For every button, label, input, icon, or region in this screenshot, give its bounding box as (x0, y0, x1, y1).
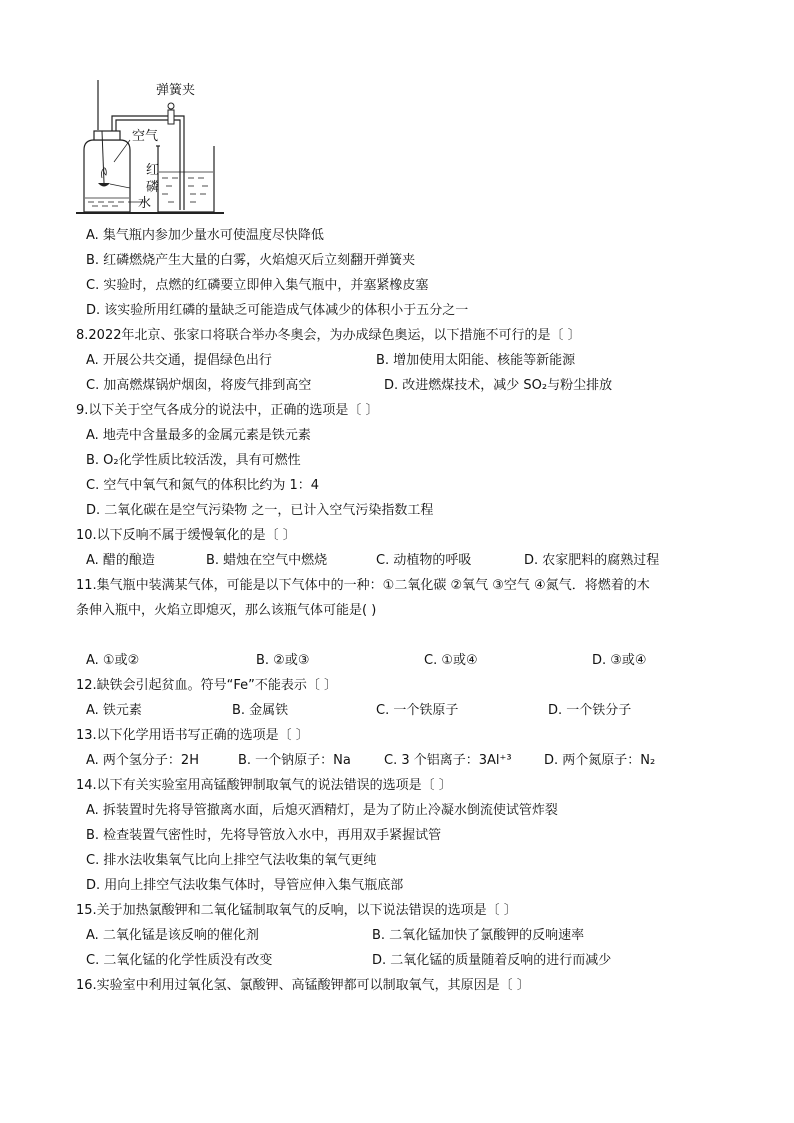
q14-option-c: C. 排水法收集氧气比向上排空气法收集的氧气更纯 (86, 853, 377, 868)
q13-option-d: D. 两个氮原子：N₂ (544, 753, 656, 768)
q7-option-c: C. 实验时，点燃的红磷要立即伸入集气瓶中，并塞紧橡皮塞 (86, 278, 429, 293)
q14-option-b: B. 检查装置气密性时，先将导管放入水中，再用双手紧握试管 (86, 828, 442, 843)
q13-option-b: B. 一个钠原子：Na (238, 753, 351, 768)
q11-option-b: B. ②或③ (256, 653, 310, 668)
q12-option-d: D. 一个铁分子 (548, 703, 632, 718)
q11-stem-line2: 条伸入瓶中，火焰立即熄灭，那么该瓶气体可能是( ) (76, 603, 377, 618)
q10-option-d: D. 农家肥料的腐熟过程 (524, 553, 660, 568)
q8-option-d: D. 改进燃煤技术，减少 SO₂与粉尘排放 (384, 378, 613, 393)
q14-option-d: D. 用向上排空气法收集气体时，导管应伸入集气瓶底部 (86, 878, 404, 893)
q9-option-d: D. 二氧化碳在是空气污染物 之一，已计入空气污染指数工程 (86, 503, 434, 518)
q14-stem: 14.以下有关实验室用高锰酸钾制取氧气的说法错误的选项是〔 〕 (76, 778, 452, 793)
label-red: 红 (146, 163, 160, 178)
q10-option-a: A. 醋的酿造 (86, 553, 155, 568)
q16-stem: 16.实验室中利用过氧化氢、氯酸钾、高锰酸钾都可以制取氧气，其原因是〔 〕 (76, 978, 530, 993)
q9-option-c: C. 空气中氧气和氮气的体积比约为 1：4 (86, 478, 320, 493)
q7-option-d: D. 该实验所用红磷的量缺乏可能造成气体减少的体积小于五分之一 (86, 303, 469, 318)
q12-stem: 12.缺铁会引起贫血。符号“Fe”不能表示〔 〕 (76, 678, 338, 693)
gas-jar (84, 140, 130, 212)
q10-option-b: B. 蜡烛在空气中燃烧 (206, 553, 328, 568)
q14-option-a: A. 拆装置时先将导管撤离水面，后熄灭酒精灯，是为了防止冷凝水倒流使试管炸裂 (86, 803, 558, 818)
q10-option-c: C. 动植物的呼吸 (376, 553, 472, 568)
q15-option-c: C. 二氧化锰的化学性质没有改变 (86, 953, 273, 968)
label-air: 空气 (132, 129, 159, 144)
q15-stem: 15.关于加热氯酸钾和二氧化锰制取氧气的反响，以下说法错误的选项是〔 〕 (76, 903, 517, 918)
rubber-stopper (94, 131, 120, 140)
q13-option-c: C. 3 个铝离子：3Al⁺³ (384, 753, 512, 768)
q10-stem: 10.以下反响不属于缓慢氧化的是〔 〕 (76, 528, 296, 543)
apparatus-figure (72, 78, 252, 220)
beaker (158, 146, 214, 212)
q12-option-b: B. 金属铁 (232, 703, 289, 718)
q8-option-a: A. 开展公共交通，提倡绿色出行 (86, 353, 272, 368)
label-spring-clip: 弹簧夹 (156, 83, 196, 98)
label-phosphorus: 磷 (146, 180, 160, 195)
label-water: 水 (138, 196, 152, 211)
q11-option-d: D. ③或④ (592, 653, 647, 668)
q12-option-a: A. 铁元素 (86, 703, 142, 718)
q15-option-a: A. 二氧化锰是该反响的催化剂 (86, 928, 259, 943)
q11-option-c: C. ①或④ (424, 653, 478, 668)
q9-option-a: A. 地壳中含量最多的金属元素是铁元素 (86, 428, 311, 443)
q11-stem-line1: 11.集气瓶中装满某气体，可能是以下气体中的一种：①二氧化碳 ②氧气 ③空气 ④氮气．将燃着的木 (76, 578, 650, 593)
q8-stem: 8.2022年北京、张家口将联合举办冬奥会，为办成绿色奥运，以下措施不可行的是〔 〕 (76, 328, 581, 343)
q9-option-b: B. O₂化学性质比较活泼，具有可燃性 (86, 453, 301, 468)
q13-stem: 13.以下化学用语书写正确的选项是〔 〕 (76, 728, 309, 743)
q7-option-a: A. 集气瓶内参加少量水可使温度尽快降低 (86, 228, 324, 243)
q8-option-b: B. 增加使用太阳能、核能等新能源 (376, 353, 576, 368)
q15-option-b: B. 二氧化锰加快了氯酸钾的反响速率 (372, 928, 585, 943)
spring-clip (168, 110, 174, 124)
q15-option-d: D. 二氧化锰的质量随着反响的进行而减少 (372, 953, 612, 968)
q9-stem: 9.以下关于空气各成分的说法中，正确的选项是〔 〕 (76, 403, 379, 418)
q13-option-a: A. 两个氢分子：2H (86, 753, 199, 768)
q8-option-c: C. 加高燃煤锅炉烟囱，将废气排到高空 (86, 378, 312, 393)
q7-option-b: B. 红磷燃烧产生大量的白雾，火焰熄灭后立刻翻开弹簧夹 (86, 253, 416, 268)
q12-option-c: C. 一个铁原子 (376, 703, 459, 718)
q11-option-a: A. ①或② (86, 653, 140, 668)
